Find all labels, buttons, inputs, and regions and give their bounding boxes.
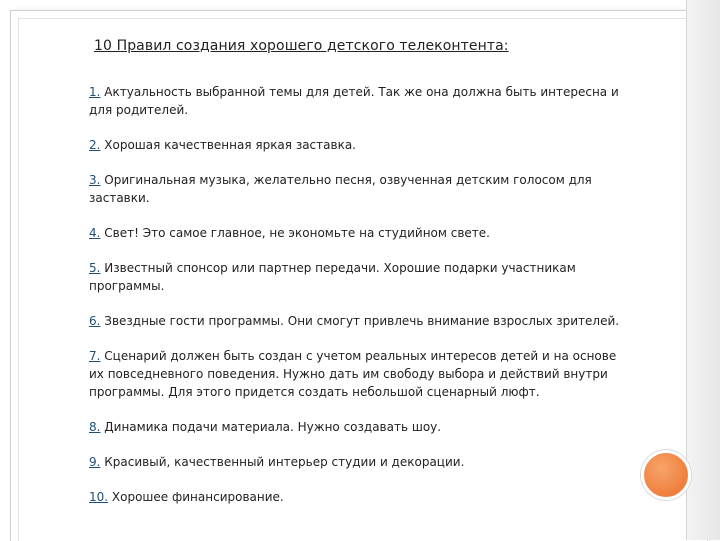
item-text: Актуальность выбранной темы для детей. Так же она должна быть интересна и для родителей. <box>89 85 619 117</box>
item-text: Сценарий должен быть создан с учетом реальных интересов детей и на основе их повседневного поведения. Нужно дать им свободу выбора и действий внутри программы. Для этого придется создать небольшой сценарный люфт. <box>89 349 617 399</box>
item-number: 5. <box>89 261 101 275</box>
item-text: Хорошее финансирование. <box>108 490 284 504</box>
list-item <box>89 83 629 119</box>
item-text: Хорошая качественная яркая заставка. <box>100 138 356 152</box>
item-text: Динамика подачи материала. Нужно создавать шоу. <box>100 420 442 434</box>
list-item <box>89 347 629 401</box>
item-text: Красивый, качественный интерьер студии и декорации. <box>100 455 465 469</box>
list-item <box>89 312 629 330</box>
page-title: 10 Правил создания хорошего детского телеконтента: <box>94 38 509 54</box>
rules-list <box>89 83 629 523</box>
list-item <box>89 488 629 506</box>
list-item <box>89 171 629 207</box>
item-number: 7. <box>89 349 101 363</box>
item-text: Известный спонсор или партнер передачи. Хорошие подарки участникам программы. <box>89 261 576 293</box>
list-item <box>89 224 629 242</box>
list-item <box>89 453 629 471</box>
item-text: Свет! Это самое главное, не экономьте на студийном свете. <box>100 226 490 240</box>
item-text: Звездные гости программы. Они смогут привлечь внимание взрослых зрителей. <box>100 314 620 328</box>
list-item <box>89 136 629 154</box>
item-number: 2. <box>89 138 101 152</box>
list-item <box>89 259 629 295</box>
list-item <box>89 418 629 436</box>
orange-circle-decoration <box>641 450 691 500</box>
item-number: 6. <box>89 314 101 328</box>
item-number: 10. <box>89 490 109 504</box>
item-text: Оригинальная музыка, желательно песня, озвученная детским голосом для заставки. <box>89 173 592 205</box>
item-number: 1. <box>89 85 101 99</box>
item-number: 8. <box>89 420 101 434</box>
right-rail <box>686 0 720 540</box>
item-number: 3. <box>89 173 101 187</box>
item-number: 4. <box>89 226 101 240</box>
item-number: 9. <box>89 455 101 469</box>
